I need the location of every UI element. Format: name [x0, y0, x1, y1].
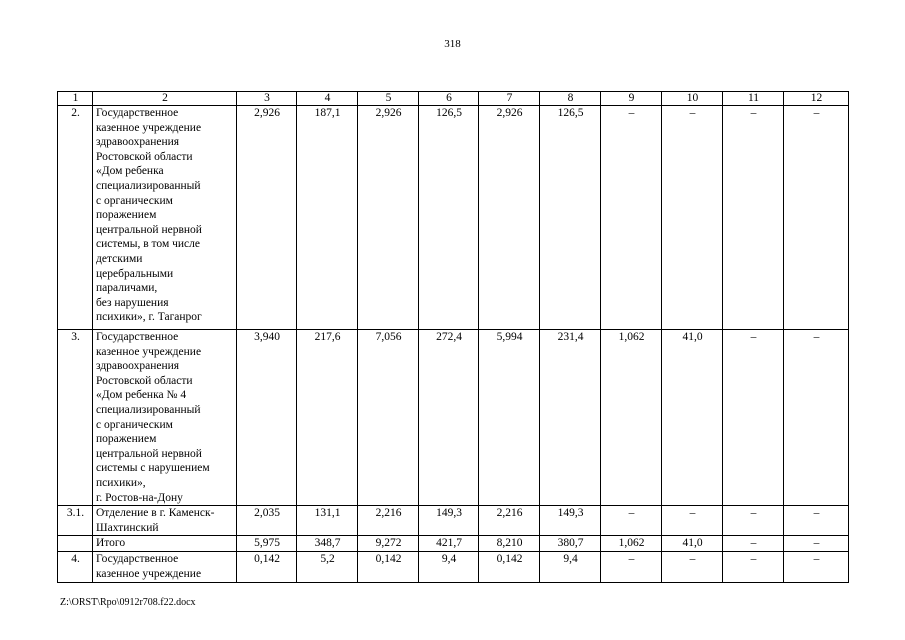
value-cell: 9,272: [358, 536, 419, 552]
column-number-cell: 9: [601, 92, 662, 106]
column-number-cell: 2: [93, 92, 237, 106]
institution-name-cell: Государственное казенное учреждение здравоохранения Ростовской области «Дом ребенка № 4 специализированный с органическим поражением центральной нервной системы с нарушением психики», г. Ростов-на-Дону: [93, 330, 237, 506]
file-path-footer: Z:\ORST\Rpo\0912r708.f22.docx: [60, 597, 196, 608]
value-cell: –: [662, 506, 723, 536]
value-cell: 0,142: [479, 551, 540, 582]
row-number-cell: 3.: [58, 330, 93, 506]
table-row: [58, 106, 849, 330]
column-number-cell: 5: [358, 92, 419, 106]
table-row: [58, 506, 849, 536]
institution-name-cell: Отделение в г. Каменск- Шахтинский: [93, 506, 237, 536]
table-row: [58, 551, 849, 582]
value-cell: 187,1: [297, 106, 358, 330]
value-cell: –: [723, 106, 784, 330]
row-number-cell: [58, 536, 93, 552]
value-cell: 126,5: [419, 106, 479, 330]
value-cell: 8,210: [479, 536, 540, 552]
budget-table: [57, 91, 849, 583]
value-cell: –: [784, 106, 849, 330]
value-cell: 41,0: [662, 536, 723, 552]
column-number-cell: 4: [297, 92, 358, 106]
value-cell: 5,2: [297, 551, 358, 582]
value-cell: 131,1: [297, 506, 358, 536]
value-cell: 5,994: [479, 330, 540, 506]
value-cell: 2,926: [479, 106, 540, 330]
value-cell: 217,6: [297, 330, 358, 506]
value-cell: –: [723, 536, 784, 552]
row-number-cell: 2.: [58, 106, 93, 330]
value-cell: –: [601, 506, 662, 536]
value-cell: 1,062: [601, 536, 662, 552]
column-number-cell: 3: [237, 92, 297, 106]
column-number-cell: 1: [58, 92, 93, 106]
table-row: [58, 536, 849, 552]
value-cell: 380,7: [540, 536, 601, 552]
column-number-cell: 6: [419, 92, 479, 106]
value-cell: 421,7: [419, 536, 479, 552]
value-cell: 231,4: [540, 330, 601, 506]
row-number-cell: 3.1.: [58, 506, 93, 536]
value-cell: –: [723, 506, 784, 536]
value-cell: 1,062: [601, 330, 662, 506]
value-cell: –: [784, 506, 849, 536]
value-cell: 0,142: [358, 551, 419, 582]
row-number-cell: 4.: [58, 551, 93, 582]
institution-name-cell: Итого: [93, 536, 237, 552]
value-cell: –: [601, 106, 662, 330]
value-cell: 2,926: [237, 106, 297, 330]
column-number-cell: 7: [479, 92, 540, 106]
value-cell: –: [723, 551, 784, 582]
value-cell: 348,7: [297, 536, 358, 552]
value-cell: 9,4: [540, 551, 601, 582]
institution-name-cell: Государственное казенное учреждение здравоохранения Ростовской области «Дом ребенка специализированный с органическим поражением центральной нервной системы, в том числе детскими церебральными параличами, без нарушения психики», г. Таганрог: [93, 106, 237, 330]
value-cell: 2,926: [358, 106, 419, 330]
page-number: 318: [444, 38, 461, 50]
value-cell: –: [784, 551, 849, 582]
value-cell: –: [784, 330, 849, 506]
value-cell: 149,3: [419, 506, 479, 536]
value-cell: 2,216: [358, 506, 419, 536]
value-cell: –: [784, 536, 849, 552]
column-number-cell: 12: [784, 92, 849, 106]
value-cell: 5,975: [237, 536, 297, 552]
value-cell: 2,216: [479, 506, 540, 536]
column-number-row: [58, 92, 849, 106]
value-cell: 0,142: [237, 551, 297, 582]
value-cell: –: [601, 551, 662, 582]
value-cell: 272,4: [419, 330, 479, 506]
value-cell: –: [662, 106, 723, 330]
column-number-cell: 8: [540, 92, 601, 106]
column-number-cell: 11: [723, 92, 784, 106]
value-cell: 7,056: [358, 330, 419, 506]
value-cell: 126,5: [540, 106, 601, 330]
value-cell: –: [662, 551, 723, 582]
value-cell: 149,3: [540, 506, 601, 536]
value-cell: 2,035: [237, 506, 297, 536]
value-cell: –: [723, 330, 784, 506]
value-cell: 9,4: [419, 551, 479, 582]
value-cell: 3,940: [237, 330, 297, 506]
column-number-cell: 10: [662, 92, 723, 106]
value-cell: 41,0: [662, 330, 723, 506]
institution-name-cell: Государственное казенное учреждение: [93, 551, 237, 582]
table-row: [58, 330, 849, 506]
